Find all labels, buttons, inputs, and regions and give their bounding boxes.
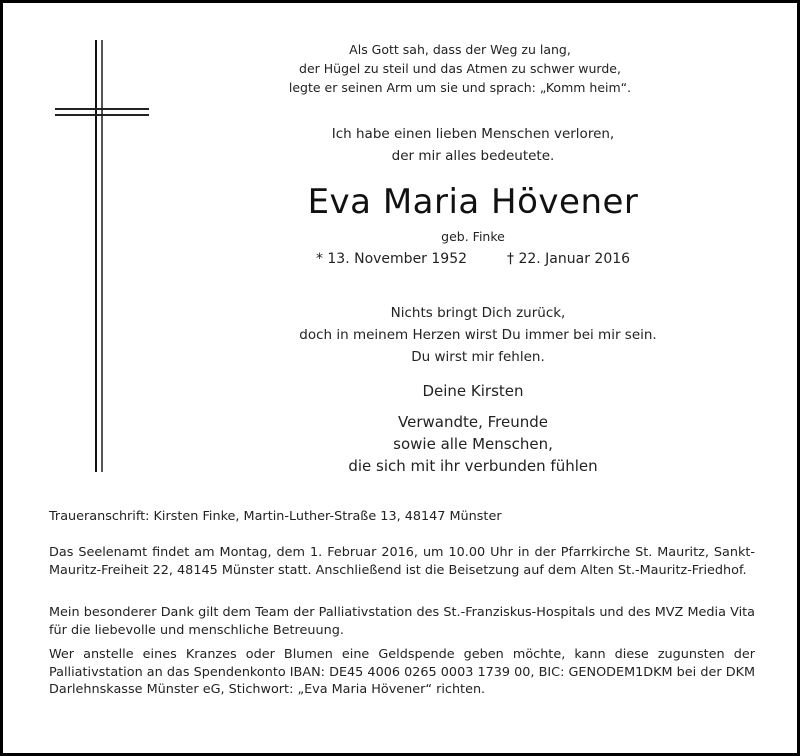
verse-line: der Hügel zu steil und das Atmen zu schwer wurde,: [299, 61, 621, 76]
life-dates: [233, 248, 713, 270]
signature-line: die sich mit ihr verbunden fühlen: [348, 457, 598, 475]
thanks-text: Mein besonderer Dank gilt dem Team der Palliativstation des St.-Franziskus-Hospitals und des MVZ Media Vita für die liebevolle und menschliche Betreuung.: [49, 605, 755, 638]
deceased-name: Eva Maria Hövener: [307, 182, 639, 222]
cross-vertical-line-1: [95, 40, 97, 472]
cross-horizontal-line-2: [55, 114, 149, 116]
requiem-info: [49, 544, 755, 579]
donation-text: Wer anstelle eines Kranzes oder Blumen eine Geldspende geben möchte, kann diese zugunsten der Palliativstation an das Spendenkonto IBAN: DE45 4006 0265 0003 1739 00, BIC: GENODEM1DKM bei der DKM Darlehnskasse Münster eG, Stichwort: „Eva Maria Hövener“ richten.: [49, 647, 755, 697]
comfort-line: Nichts bringt Dich zurück,: [390, 305, 566, 321]
signature-line: Verwandte, Freunde: [398, 413, 548, 431]
signature-others: [233, 411, 713, 477]
cross-horizontal-line-1: [55, 108, 149, 110]
requiem-text: Das Seelenamt findet am Montag, dem 1. Februar 2016, um 10.00 Uhr in der Pfarrkirche St. Mauritz, Sankt-Mauritz-Freiheit 22, 48145 Münster statt. Anschließend ist die Beisetzung auf dem Alten St.-Mauritz-Friedhof.: [49, 545, 755, 578]
opening-verse: [247, 40, 673, 97]
verse-line: Als Gott sah, dass der Weg zu lang,: [349, 42, 571, 57]
thanks-note: [49, 604, 755, 639]
loss-line: Ich habe einen lieben Menschen verloren,: [331, 126, 615, 142]
address-text: Traueranschrift: Kirsten Finke, Martin-Luther-Straße 13, 48147 Münster: [49, 509, 502, 524]
mourning-address: [49, 508, 755, 526]
verse-line: legte er seinen Arm um sie und sprach: „Komm heim“.: [288, 80, 632, 95]
birth-name: geb. Finke: [441, 229, 505, 244]
comfort-line: doch in meinem Herzen wirst Du immer bei mir sein.: [299, 327, 657, 343]
loss-line: der mir alles bedeutete.: [391, 148, 555, 164]
birth-date: * 13. November 1952: [315, 251, 468, 267]
loss-statement: [233, 123, 713, 167]
comfort-verse: [243, 302, 713, 368]
donation-info: [49, 646, 755, 699]
signature-primary: Deine Kirsten: [422, 382, 524, 400]
comfort-line: Du wirst mir fehlen.: [411, 349, 545, 365]
signature-line: sowie alle Menschen,: [393, 435, 553, 453]
death-date: † 22. Januar 2016: [507, 251, 631, 267]
cross-vertical-line-2: [101, 40, 103, 472]
